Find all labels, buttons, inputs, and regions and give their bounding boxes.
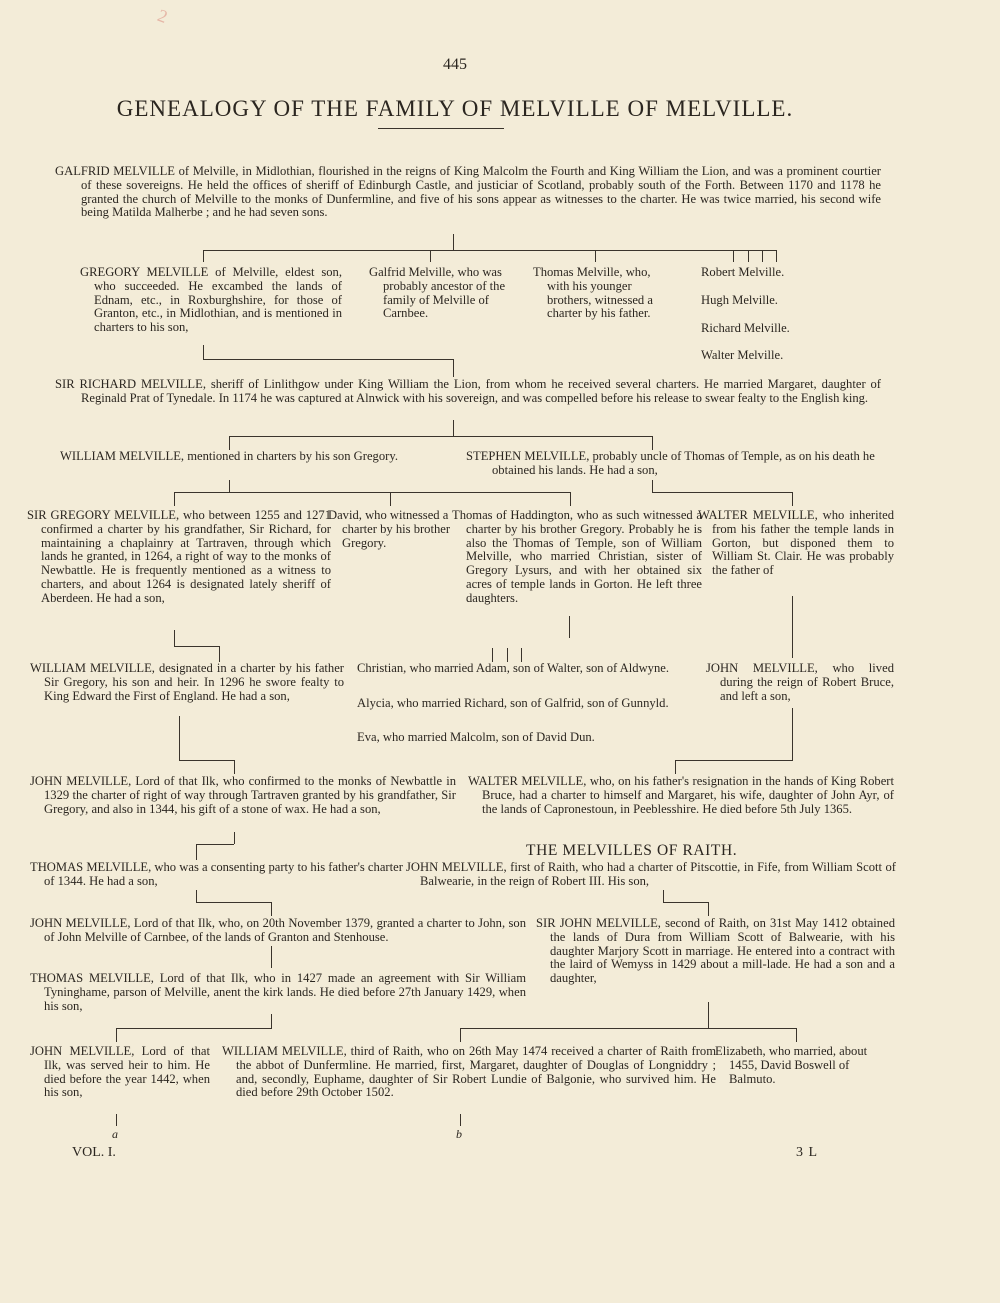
entry-sir-richard: SIR RICHARD MELVILLE, sheriff of Linlithgow under King William the Lion, from whom he received several charters. He married Margaret, daughter of Reginald Prat of Tynedale. In 1174 he was captured at Alnwick with his sovereign, and was compelled before his release to swear fealty to the English king. (55, 377, 881, 405)
entry-alycia: Alycia, who married Richard, son of Galfrid, son of Gunnyld. (357, 696, 669, 710)
entry-gregory: GREGORY MELVILLE of Melville, eldest son, who succeeded. He excambed the lands of Ednam, etc., in Roxburghshire, for those of Granton, etc., in Midlothian, and is mentioned in charters to his son, (80, 265, 342, 335)
entry-christian: Christian, who married Adam, son of Walter, son of Aldwyne. (357, 661, 669, 675)
entry-stephen: STEPHEN MELVILLE, probably uncle of Thomas of Temple, as on his death he obtained his lands. He had a son, (466, 449, 875, 477)
page-title: GENEALOGY OF THE FAMILY OF MELVILLE OF MELVILLE. (116, 96, 794, 121)
entry-sir-john-raith-2: SIR JOHN MELVILLE, second of Raith, on 31st May 1412 obtained the lands of Dura from William Scott of Balwearie, with his daughter Marjory Scott in marriage. He entered into a contract with the laird of Wemyss in 1429 about a mill-lade. He had a son and a daughter, (536, 916, 895, 986)
entry-william-1: WILLIAM MELVILLE, mentioned in charters by his son Gregory. (60, 449, 398, 463)
entry-elizabeth: Elizabeth, who married, about 1455, David Boswell of Balmuto. (715, 1044, 868, 1086)
entry-eva: Eva, who married Malcolm, son of David Dun. (357, 730, 595, 744)
entry-david: David, who witnessed a charter by his brother Gregory. (328, 508, 451, 550)
footer-signature: 3 L (796, 1145, 819, 1160)
entry-richard-son: Richard Melville. (701, 321, 790, 335)
entry-john-bruce: JOHN MELVILLE, who lived during the reign of Robert Bruce, and left a son, (706, 661, 894, 703)
pencil-mark: 2 (155, 5, 171, 27)
entry-john-1329: JOHN MELVILLE, Lord of that Ilk, who confirmed to the monks of Newbattle in 1329 the charter of right of way through Tartraven granted by his grandfather, Sir Gregory, and also in 1344, his gift of a stone of wax. He had a son, (30, 774, 456, 816)
entry-walter-1: WALTER MELVILLE, who inherited from his father the temple lands in Gorton, but disponed them to William St. Clair. He was probably the father of (698, 508, 894, 578)
entry-thomas-1427: THOMAS MELVILLE, Lord of that Ilk, who in 1427 made an agreement with Sir William Tyninghame, parson of Melville, anent the kirk lands. He died before 27th January 1429, when his son, (30, 971, 526, 1013)
title-rule (378, 128, 504, 129)
page-number: 445 (443, 56, 467, 73)
entry-galfrid-senior: GALFRID MELVILLE of Melville, in Midlothian, flourished in the reigns of King Malcolm the Fourth and King William the Lion, and was a prominent courtier of these sovereigns. He held the offices of sheriff of Edinburgh Castle, and justiciar of Scotland, probably south of the Forth. Between 1170 and 1178 he granted the church of Melville to the monks of Dunfermline, and five of his sons appear as witnesses to the charter. He was twice married, his second wife being Matilda Malherbe ; and he had seven sons. (55, 164, 881, 220)
continuation-b: b (456, 1127, 462, 1141)
entry-thomas-son: Thomas Melville, who, with his younger brothers, witnessed a charter by his father. (533, 265, 653, 321)
entry-robert: Robert Melville. (701, 265, 785, 279)
entry-walter-son: Walter Melville. (701, 348, 784, 362)
entry-william-raith-3: WILLIAM MELVILLE, third of Raith, who on 26th May 1474 received a charter of Raith from the abbot of Dunfermline. He married, first, Margaret, daughter of Douglas of Longniddry ; and, secondly, Euphame, daughter of Sir Robert Lundie of Balgonie, who survived him. He died before 29th October 1502. (222, 1044, 716, 1100)
entry-galfrid-junior: Galfrid Melville, who was probably ancestor of the family of Melville of Carnbee. (369, 265, 506, 321)
footer-volume: VOL. I. (72, 1145, 116, 1160)
entry-john-1442: JOHN MELVILLE, Lord of that Ilk, was served heir to him. He died before the year 1442, when his son, (30, 1044, 210, 1100)
continuation-a: a (112, 1127, 118, 1141)
entry-thomas-1344: THOMAS MELVILLE, who was a consenting party to his father's charter of 1344. He had a son, (30, 860, 403, 888)
entry-thomas-haddington: Thomas of Haddington, who as such witnessed a charter by his brother Gregory. Probably he is also the Thomas of Temple, son of William Melville, who married Christian, sister of Gregory Lysurs, and with her obtained six acres of temple lands in Gorton. He left three daughters. (452, 508, 702, 605)
entry-william-2: WILLIAM MELVILLE, designated in a charter by his father Sir Gregory, his son and heir. In 1296 he swore fealty to King Edward the First of England. He had a son, (30, 661, 344, 703)
entry-john-1379: JOHN MELVILLE, Lord of that Ilk, who, on 20th November 1379, granted a charter to John, son of John Melville of Carnbee, of the lands of Granton and Stenhouse. (30, 916, 526, 944)
entry-hugh: Hugh Melville. (701, 293, 778, 307)
entry-john-raith-1: JOHN MELVILLE, first of Raith, who had a charter of Pitscottie, in Fife, from William Scott of Balwearie, in the reign of Robert III. His son, (406, 860, 896, 888)
entry-walter-2: WALTER MELVILLE, who, on his father's resignation in the hands of King Robert Bruce, had a charter to himself and Margaret, his wife, daughter of John Ayr, of the lands of Capronestoun, in Peeblesshire. He died before 5th July 1365. (468, 774, 894, 816)
raith-heading: THE MELVILLES OF RAITH. (526, 842, 738, 859)
entry-sir-gregory: SIR GREGORY MELVILLE, who between 1255 and 1271 confirmed a charter by his grandfather, Sir Richard, for maintaining a chaplainry at Tartraven, through which lands he granted, in 1264, a right of way to the monks of Newbattle. He is frequently mentioned as a witness to charters, and about 1264 is designated lately sheriff of Aberdeen. He had a son, (27, 508, 331, 605)
